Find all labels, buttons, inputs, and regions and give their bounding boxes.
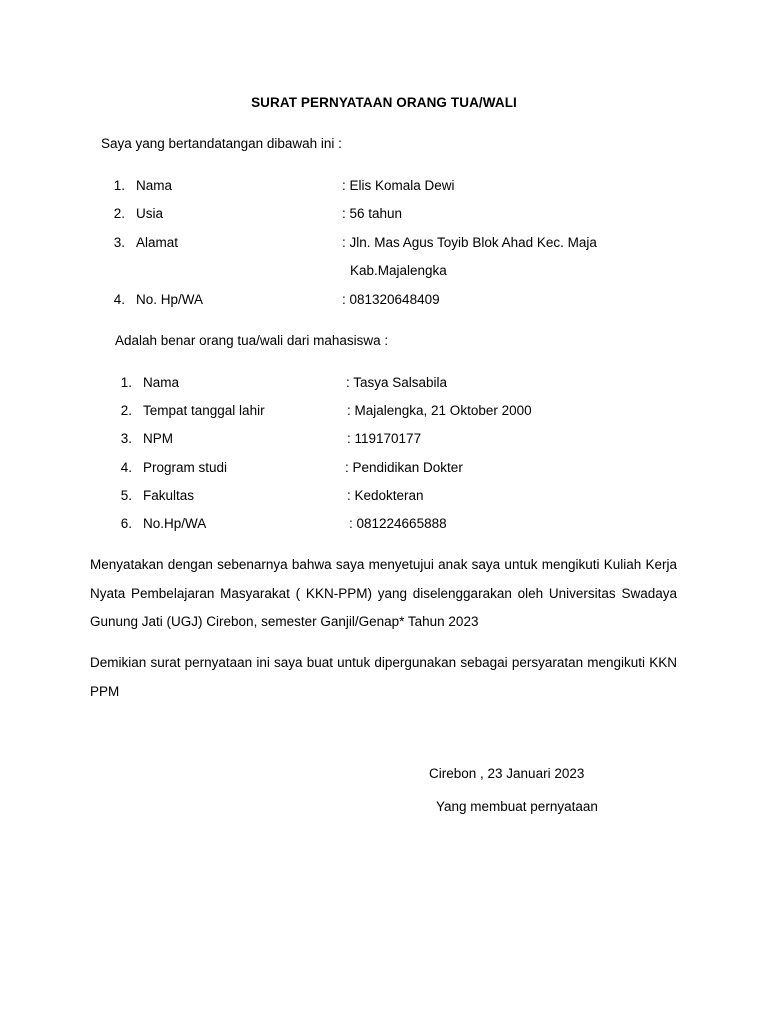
document-title: SURAT PERNYATAAN ORANG TUA/WALI (251, 95, 517, 110)
item-number: 3. (120, 431, 132, 446)
item-number: 5. (120, 488, 132, 503)
item-value: : Tasya Salsabila (346, 375, 448, 390)
item-value-continuation: Kab.Majalengka (350, 263, 447, 278)
statement-paragraph: Menyatakan dengan sebenarnya bahwa saya menyetujui anak saya untuk mengikuti Kuliah Kerja Nyata Pembelajaran Masyarakat ( KKN-PPM) yang diselenggarakan oleh Universitas Swadaya Gunung Jati (UGJ) Cirebon, semester Ganjil/Genap* Tahun 2023 (90, 557, 677, 629)
item-label: Usia (136, 206, 164, 221)
closing-paragraph: Demikian surat pernyataan ini saya buat untuk dipergunakan sebagai persyaratan mengikuti KKN PPM (90, 655, 677, 699)
item-value: : Pendidikan Dokter (345, 460, 463, 475)
item-label: Program studi (143, 460, 228, 475)
item-value: : 081224665888 (349, 516, 447, 531)
item-label: Alamat (136, 235, 179, 250)
item-value: : Elis Komala Dewi (342, 178, 455, 193)
item-label: No. Hp/WA (136, 292, 204, 307)
item-number: 3. (113, 235, 125, 250)
item-number: 4. (120, 460, 132, 475)
place-date: Cirebon , 23 Januari 2023 (429, 766, 585, 781)
item-number: 1. (113, 178, 125, 193)
item-value: : Jln. Mas Agus Toyib Blok Ahad Kec. Maja (342, 235, 597, 250)
item-number: 4. (113, 292, 125, 307)
item-number: 1. (120, 375, 132, 390)
item-label: NPM (143, 431, 173, 446)
item-value: : Kedokteran (347, 488, 424, 503)
intro-text: Saya yang bertandatangan dibawah ini : (101, 136, 342, 151)
item-value: : Majalengka, 21 Oktober 2000 (347, 403, 532, 418)
signer-label: Yang membuat pernyataan (436, 799, 598, 814)
item-label: Nama (143, 375, 180, 390)
item-label: Tempat tanggal lahir (143, 403, 265, 418)
item-value: : 081320648409 (342, 292, 440, 307)
student-intro-text: Adalah benar orang tua/wali dari mahasiswa : (115, 333, 389, 348)
item-number: 2. (113, 206, 125, 221)
item-value: : 119170177 (347, 431, 422, 446)
item-label: No.Hp/WA (143, 516, 207, 531)
item-label: Fakultas (143, 488, 195, 503)
item-value: : 56 tahun (342, 206, 403, 221)
item-label: Nama (136, 178, 173, 193)
item-number: 6. (120, 516, 132, 531)
item-number: 2. (120, 403, 132, 418)
